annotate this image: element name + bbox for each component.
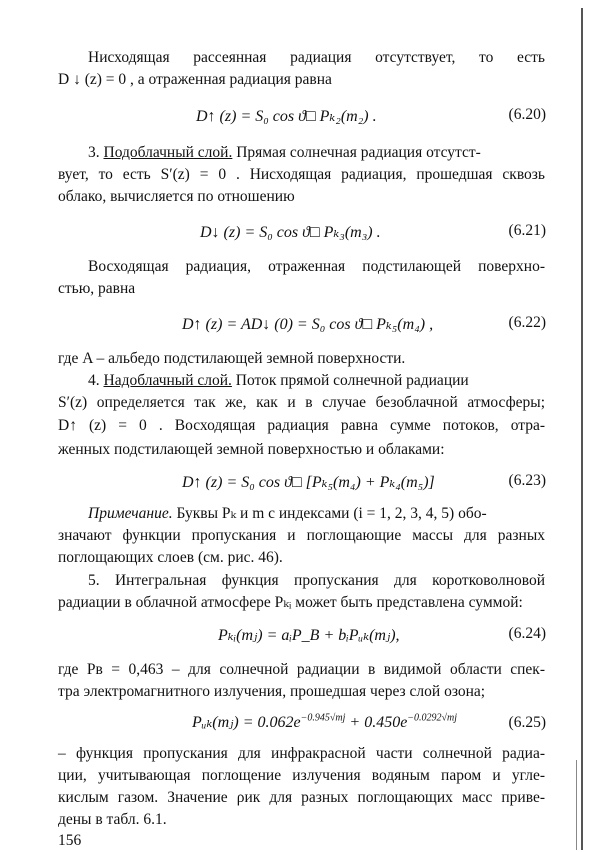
text-line: где Pв = 0,463 – для солнечной радиации в видимой области спек- [58, 661, 545, 678]
equation-number: (6.25) [508, 714, 546, 731]
equation-6-20: D↑ (z) = S₀ cos ϑ□ Pₖ₂(m₂) . [196, 108, 377, 125]
equation-6-24: Pₖᵢ(mⱼ) = aᵢP_B + bᵢPᵤₖ(mⱼ), [218, 627, 400, 644]
text-line: стью, равна [58, 280, 136, 297]
equation-6-21: D↓ (z) = S₀ cos ϑ□ Pₖ₃(m₃) . [200, 224, 381, 241]
text-line: где A – альбедо подстилающей земной поверхности. [58, 350, 406, 367]
text-line: значают функции пропускания и поглощающие массы для разных [58, 527, 545, 544]
text-line: радиации в облачной атмосфере Pₖᵢ может быть представлена суммой: [58, 594, 523, 611]
note-label: Примечание. [88, 505, 173, 522]
text-line: – функция пропускания для инфракрасной части солнечной радиа- [58, 745, 545, 762]
text-line: поглощающих слоев (см. рис. 46). [58, 549, 283, 566]
text-line: облако, вычисляется по отношению [58, 188, 295, 205]
text-line: кислым газом. Значение ρик для разных поглощающих масс приве- [58, 789, 545, 806]
text-line: дены в табл. 6.1. [58, 811, 167, 828]
equation-number: (6.21) [508, 222, 546, 239]
equation-number: (6.24) [508, 625, 546, 642]
section-heading: Надоблачный слой. [103, 372, 232, 389]
text-line: Нисходящая рассеянная радиация отсутствует, то есть [88, 49, 545, 66]
equation-number: (6.20) [508, 106, 546, 123]
section-heading: Подоблачный слой. [103, 144, 233, 161]
equation-number: (6.23) [508, 472, 546, 489]
equation-6-23: D↑ (z) = S₀ cos ϑ□ [Pₖ₅(m₄) + Pₖ₄(m₅)] [182, 474, 435, 491]
text-line: Восходящая радиация, отраженная подстилающей поверхно- [88, 258, 545, 275]
text-line: D ↓ (z) = 0 , а отраженная радиация равна [58, 71, 332, 88]
equation-6-22: D↑ (z) = AD↓ (0) = S₀ cos ϑ□ Pₖ₅(m₄) , [182, 316, 434, 333]
text-line: S′(z) определяется так же, как и в случае безоблачной атмосферы; [58, 394, 545, 411]
page-edge-line [576, 760, 577, 850]
text-line: вует, то есть S′(z) = 0 . Нисходящая радиация, прошедшая сквозь [58, 166, 545, 183]
page-number: 156 [58, 832, 82, 849]
text-line: 3. Подоблачный слой. Прямая солнечная радиация отсутст- [88, 144, 481, 161]
text-line: Примечание. Буквы Pₖ и m с индексами (i = 1, 2, 3, 4, 5) обо- [88, 505, 487, 522]
text-line: 5. Интегральная функция пропускания для коротковолновой [88, 572, 545, 589]
text-line: ции, учитывающая поглощение излучения водяным паром и угле- [58, 767, 545, 784]
equation-number: (6.22) [508, 314, 546, 331]
page-edge-line [581, 8, 583, 850]
equation-6-25: Pᵤₖ(mⱼ) = $0.062e^{-0.945√mj} + 0.450e^{-0.0292√mj}$ [192, 712, 458, 731]
text-line: женных подстилающей земной поверхностью и облаками: [58, 441, 445, 458]
text-line: 4. Надоблачный слой. Поток прямой солнечной радиации [88, 372, 469, 389]
text-line: D↑ (z) = 0 . Восходящая радиация равна сумме потоков, отра- [58, 417, 545, 434]
text-line: тра электромагнитного излучения, прошедшая через слой озона; [58, 683, 486, 700]
